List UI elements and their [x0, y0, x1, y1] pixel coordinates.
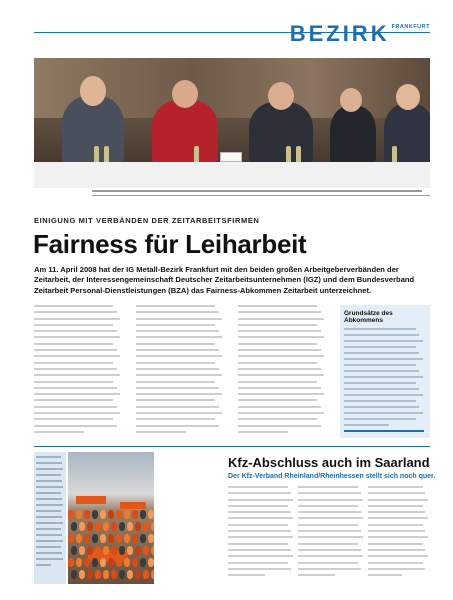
photo-person-head: [396, 84, 420, 110]
text-line-placeholder: [228, 511, 291, 513]
text-line-placeholder: [344, 346, 416, 348]
photo-crowd-member: [143, 546, 149, 555]
text-line-placeholder: [36, 492, 61, 494]
text-line-placeholder: [238, 412, 324, 414]
text-line-placeholder: [34, 324, 113, 326]
text-line-placeholder: [34, 431, 84, 433]
photo-bottle: [296, 146, 301, 162]
photo-bottle: [194, 146, 199, 162]
text-line-placeholder: [344, 424, 389, 426]
text-line-placeholder: [344, 400, 416, 402]
text-line-placeholder: [368, 549, 425, 551]
text-line-placeholder: [368, 505, 423, 507]
text-line-placeholder: [228, 568, 291, 570]
photo-crowd-member: [103, 522, 109, 531]
text-line-placeholder: [228, 530, 291, 532]
text-line-placeholder: [136, 431, 186, 433]
photo-crowd-member: [95, 522, 101, 531]
text-line-placeholder: [238, 355, 324, 357]
text-line-placeholder: [228, 543, 288, 545]
text-line-placeholder: [368, 568, 425, 570]
section-subtitle: FRANKFURT: [391, 24, 430, 30]
text-line-placeholder: [298, 568, 361, 570]
text-line-placeholder: [34, 311, 117, 313]
text-line-placeholder: [368, 536, 428, 538]
photo-crowd-member: [124, 558, 130, 567]
body-column-3: [238, 305, 328, 437]
sidebar-text: [344, 328, 426, 426]
text-line-placeholder: [368, 486, 423, 488]
photo-caption: [92, 190, 430, 204]
text-line-placeholder: [136, 318, 222, 320]
text-line-placeholder: [34, 368, 117, 370]
text-line-placeholder: [344, 370, 419, 372]
text-line-placeholder: [238, 318, 324, 320]
photo-crowd-member: [116, 558, 122, 567]
text-line-placeholder: [228, 549, 291, 551]
photo-crowd-member: [151, 522, 154, 531]
text-line-placeholder: [136, 330, 219, 332]
photo-crowd-member: [92, 534, 98, 543]
text-line-placeholder: [36, 558, 63, 560]
text-line-placeholder: [368, 524, 423, 526]
text-line-placeholder: [34, 349, 117, 351]
text-line-placeholder: [136, 368, 219, 370]
text-line-placeholder: [136, 305, 215, 307]
text-line-placeholder: [36, 474, 61, 476]
text-line-placeholder: [238, 330, 321, 332]
text-line-placeholder: [238, 362, 317, 364]
text-line-placeholder: [136, 355, 222, 357]
text-line-placeholder: [368, 543, 423, 545]
agreement-sidebar: [340, 305, 430, 438]
photo-crowd-member: [79, 570, 85, 579]
photo-crowd-member: [100, 534, 106, 543]
photo-crowd-member: [127, 546, 133, 555]
text-line-placeholder: [344, 328, 416, 330]
text-line-placeholder: [228, 555, 293, 557]
photo-crowd-member: [92, 558, 98, 567]
photo-crowd-member: [143, 522, 149, 531]
text-line-placeholder: [238, 425, 321, 427]
photo-crowd-member: [140, 534, 146, 543]
photo-banner: [120, 502, 146, 509]
text-line-placeholder: [136, 336, 222, 338]
text-line-placeholder: [298, 499, 363, 501]
photo-crowd-member: [135, 546, 141, 555]
text-line-placeholder: [238, 374, 324, 376]
text-line-placeholder: [344, 418, 416, 420]
text-line-placeholder: [344, 340, 423, 342]
text-line-placeholder: [136, 425, 219, 427]
text-line-placeholder: [136, 343, 215, 345]
press-conference-photo: [34, 58, 430, 188]
second-article-headline: Kfz-Abschluss auch im Saarland: [228, 455, 430, 470]
photo-crowd-member: [95, 570, 101, 579]
photo-crowd-member: [79, 522, 85, 531]
text-line-placeholder: [238, 343, 317, 345]
text-line-placeholder: [136, 399, 215, 401]
strike-photo: [68, 452, 154, 584]
text-line-placeholder: [368, 511, 425, 513]
text-line-placeholder: [136, 362, 215, 364]
text-line-placeholder: [36, 468, 63, 470]
photo-bottle: [392, 146, 397, 162]
photo-bottle: [104, 146, 109, 162]
text-line-placeholder: [228, 562, 288, 564]
text-line-placeholder: [36, 456, 61, 458]
text-line-placeholder: [298, 517, 363, 519]
text-line-placeholder: [344, 388, 419, 390]
text-line-placeholder: [34, 425, 117, 427]
text-line-placeholder: [228, 486, 288, 488]
text-line-placeholder: [344, 412, 423, 414]
text-line-placeholder: [136, 311, 219, 313]
photo-crowd-member: [108, 510, 114, 519]
photo-nameplate: [220, 152, 242, 162]
text-line-placeholder: [238, 381, 317, 383]
text-line-placeholder: [34, 393, 120, 395]
text-line-placeholder: [298, 486, 358, 488]
text-line-placeholder: [238, 336, 324, 338]
photo-crowd-member: [132, 558, 138, 567]
article-kicker: EINIGUNG MIT VERBÄNDEN DER ZEITARBEITSFIRMEN: [34, 216, 260, 225]
text-line-placeholder: [36, 504, 63, 506]
second-article-subhead: Der Kfz-Verband Rheinland/Rheinhessen stellt sich noch quer.: [228, 473, 436, 480]
photo-crowd-member: [87, 546, 93, 555]
text-line-placeholder: [344, 334, 419, 336]
photo-crowd-member: [111, 522, 117, 531]
text-line-placeholder: [238, 393, 324, 395]
text-line-placeholder: [36, 480, 62, 482]
text-line-placeholder: [136, 406, 219, 408]
text-line-placeholder: [228, 499, 293, 501]
photo-crowd-member: [148, 510, 154, 519]
sidebar-title: Grundsätze des Abkommens: [344, 310, 393, 324]
text-line-placeholder: [298, 574, 335, 576]
body-column-1: [34, 305, 124, 437]
strike-photo-block: [34, 452, 154, 584]
photo-crowd-member: [103, 570, 109, 579]
photo-crowd-member: [68, 510, 74, 519]
photo-crowd-member: [84, 558, 90, 567]
text-line-placeholder: [238, 349, 321, 351]
text-line-placeholder: [298, 562, 358, 564]
text-line-placeholder: [136, 381, 215, 383]
photo-crowd-member: [87, 570, 93, 579]
photo-crowd-member: [76, 558, 82, 567]
photo-crowd-member: [132, 510, 138, 519]
photo-crowd-member: [84, 510, 90, 519]
photo-person: [330, 106, 376, 166]
photo-crowd-member: [124, 510, 130, 519]
photo-person-head: [80, 76, 106, 106]
text-line-placeholder: [368, 555, 428, 557]
photo-crowd-member: [100, 510, 106, 519]
text-line-placeholder: [228, 524, 288, 526]
photo-crowd-member: [79, 546, 85, 555]
photo-crowd-member: [111, 570, 117, 579]
text-line-placeholder: [228, 574, 265, 576]
text-line-placeholder: [344, 382, 416, 384]
body-column-2: [136, 305, 226, 437]
photo-banner: [76, 496, 106, 504]
text-line-placeholder: [136, 349, 219, 351]
photo-person-head: [172, 80, 198, 108]
text-line-placeholder: [344, 406, 419, 408]
text-line-placeholder: [34, 418, 113, 420]
text-line-placeholder: [136, 374, 222, 376]
text-line-placeholder: [238, 305, 317, 307]
text-line-placeholder: [298, 530, 361, 532]
photo-crowd-member: [84, 534, 90, 543]
text-line-placeholder: [34, 406, 117, 408]
text-line-placeholder: [136, 387, 219, 389]
text-line-placeholder: [344, 352, 419, 354]
photo-crowd-member: [71, 522, 77, 531]
text-line-placeholder: [298, 549, 361, 551]
photo-crowd-member: [108, 558, 114, 567]
photo-crowd-member: [111, 546, 117, 555]
text-line-placeholder: [34, 355, 120, 357]
text-line-placeholder: [136, 324, 215, 326]
photo-crowd-member: [103, 546, 109, 555]
photo-crowd-member: [143, 570, 149, 579]
text-line-placeholder: [238, 418, 317, 420]
photo-crowd-member: [95, 546, 101, 555]
photo-crowd-member: [132, 534, 138, 543]
photo-person: [62, 96, 124, 166]
text-line-placeholder: [36, 546, 61, 548]
text-line-placeholder: [34, 362, 113, 364]
text-line-placeholder: [368, 562, 423, 564]
text-line-placeholder: [36, 540, 63, 542]
photo-table: [34, 162, 430, 188]
text-line-placeholder: [368, 517, 428, 519]
text-line-placeholder: [34, 318, 120, 320]
text-line-placeholder: [34, 374, 120, 376]
photo-crowd-member: [148, 534, 154, 543]
photo-crowd-member: [127, 570, 133, 579]
photo-crowd-member: [127, 522, 133, 531]
text-line-placeholder: [36, 498, 62, 500]
text-line-placeholder: [34, 336, 120, 338]
text-line-placeholder: [238, 311, 321, 313]
text-line-placeholder: [36, 528, 61, 530]
photo-crowd-member: [87, 522, 93, 531]
text-line-placeholder: [368, 492, 425, 494]
photo-crowd-member: [148, 558, 154, 567]
photo-person-head: [340, 88, 362, 112]
text-line-placeholder: [34, 381, 113, 383]
text-line-placeholder: [34, 399, 113, 401]
text-line-placeholder: [228, 505, 288, 507]
photo-crowd-member: [92, 510, 98, 519]
photo-crowd-member: [76, 534, 82, 543]
text-line-placeholder: [344, 364, 416, 366]
photo-crowd-member: [124, 534, 130, 543]
photo-person: [152, 100, 218, 166]
text-line-placeholder: [228, 492, 291, 494]
text-line-placeholder: [34, 387, 117, 389]
photo-bottle: [94, 146, 99, 162]
text-line-placeholder: [238, 406, 321, 408]
photo-crowd-member: [76, 510, 82, 519]
photo-crowd-member: [135, 570, 141, 579]
article-lede: Am 11. April 2008 hat der IG Metall-Bezirk Frankfurt mit den beiden großen Arbeitgeberverbänden der Zeitarbeit, der Interessengemeinschaft Deutscher Zeitarbeitsunternehmen (IGZ) und dem Bundesverband Zeitarbeit Personal-Dienstleistungen (BZA) das Fairness-Abkommen Zeitarbeit unterzeichnet.: [34, 265, 415, 295]
text-line-placeholder: [368, 530, 425, 532]
second-article-column-3: [368, 486, 430, 586]
photo-crowd-member: [151, 570, 154, 579]
section-divider: [34, 446, 430, 447]
text-line-placeholder: [238, 368, 321, 370]
section-title: BEZIRK: [289, 21, 390, 46]
sidebar-link-line[interactable]: [344, 430, 424, 432]
text-line-placeholder: [298, 505, 358, 507]
photo-bottle: [286, 146, 291, 162]
photo-crowd-member: [68, 534, 74, 543]
text-line-placeholder: [36, 534, 62, 536]
photo-crowd-member: [140, 510, 146, 519]
text-line-placeholder: [298, 492, 361, 494]
photo-crowd-member: [71, 570, 77, 579]
photo-crowd-member: [119, 570, 125, 579]
strike-photo-caption: [34, 452, 66, 584]
text-line-placeholder: [36, 486, 63, 488]
text-line-placeholder: [34, 343, 113, 345]
photo-crowd-member: [119, 546, 125, 555]
text-line-placeholder: [344, 358, 423, 360]
second-article-column-2: [298, 486, 366, 586]
photo-crowd-member: [116, 534, 122, 543]
text-line-placeholder: [34, 330, 117, 332]
photo-crowd-member: [108, 534, 114, 543]
masthead: [280, 20, 430, 54]
photo-crowd-member: [68, 558, 74, 567]
photo-crowd-member: [151, 546, 154, 555]
text-line-placeholder: [238, 431, 288, 433]
text-line-placeholder: [238, 387, 321, 389]
text-line-placeholder: [298, 511, 361, 513]
text-line-placeholder: [228, 517, 293, 519]
text-line-placeholder: [298, 536, 363, 538]
text-line-placeholder: [36, 462, 62, 464]
text-line-placeholder: [368, 499, 428, 501]
text-line-placeholder: [228, 536, 293, 538]
photo-crowd-member: [135, 522, 141, 531]
text-line-placeholder: [238, 399, 317, 401]
text-line-placeholder: [136, 412, 222, 414]
text-line-placeholder: [34, 412, 120, 414]
photo-person-head: [268, 82, 294, 110]
text-line-placeholder: [36, 522, 63, 524]
photo-person: [249, 102, 313, 166]
text-line-placeholder: [344, 394, 423, 396]
text-line-placeholder: [36, 564, 51, 566]
text-line-placeholder: [36, 516, 62, 518]
article-headline: Fairness für Leiharbeit: [33, 229, 307, 259]
photo-crowd-member: [116, 510, 122, 519]
text-line-placeholder: [298, 524, 358, 526]
text-line-placeholder: [238, 324, 317, 326]
text-line-placeholder: [34, 305, 113, 307]
photo-crowd-member: [140, 558, 146, 567]
photo-crowd-member: [100, 558, 106, 567]
text-line-placeholder: [136, 418, 215, 420]
text-line-placeholder: [36, 552, 62, 554]
text-line-placeholder: [298, 543, 358, 545]
text-line-placeholder: [344, 376, 423, 378]
photo-crowd-member: [119, 522, 125, 531]
second-article-column-1: [228, 486, 296, 586]
photo-person: [384, 104, 430, 166]
text-line-placeholder: [36, 510, 61, 512]
text-line-placeholder: [368, 574, 402, 576]
photo-crowd-member: [71, 546, 77, 555]
text-line-placeholder: [136, 393, 222, 395]
text-line-placeholder: [298, 555, 363, 557]
